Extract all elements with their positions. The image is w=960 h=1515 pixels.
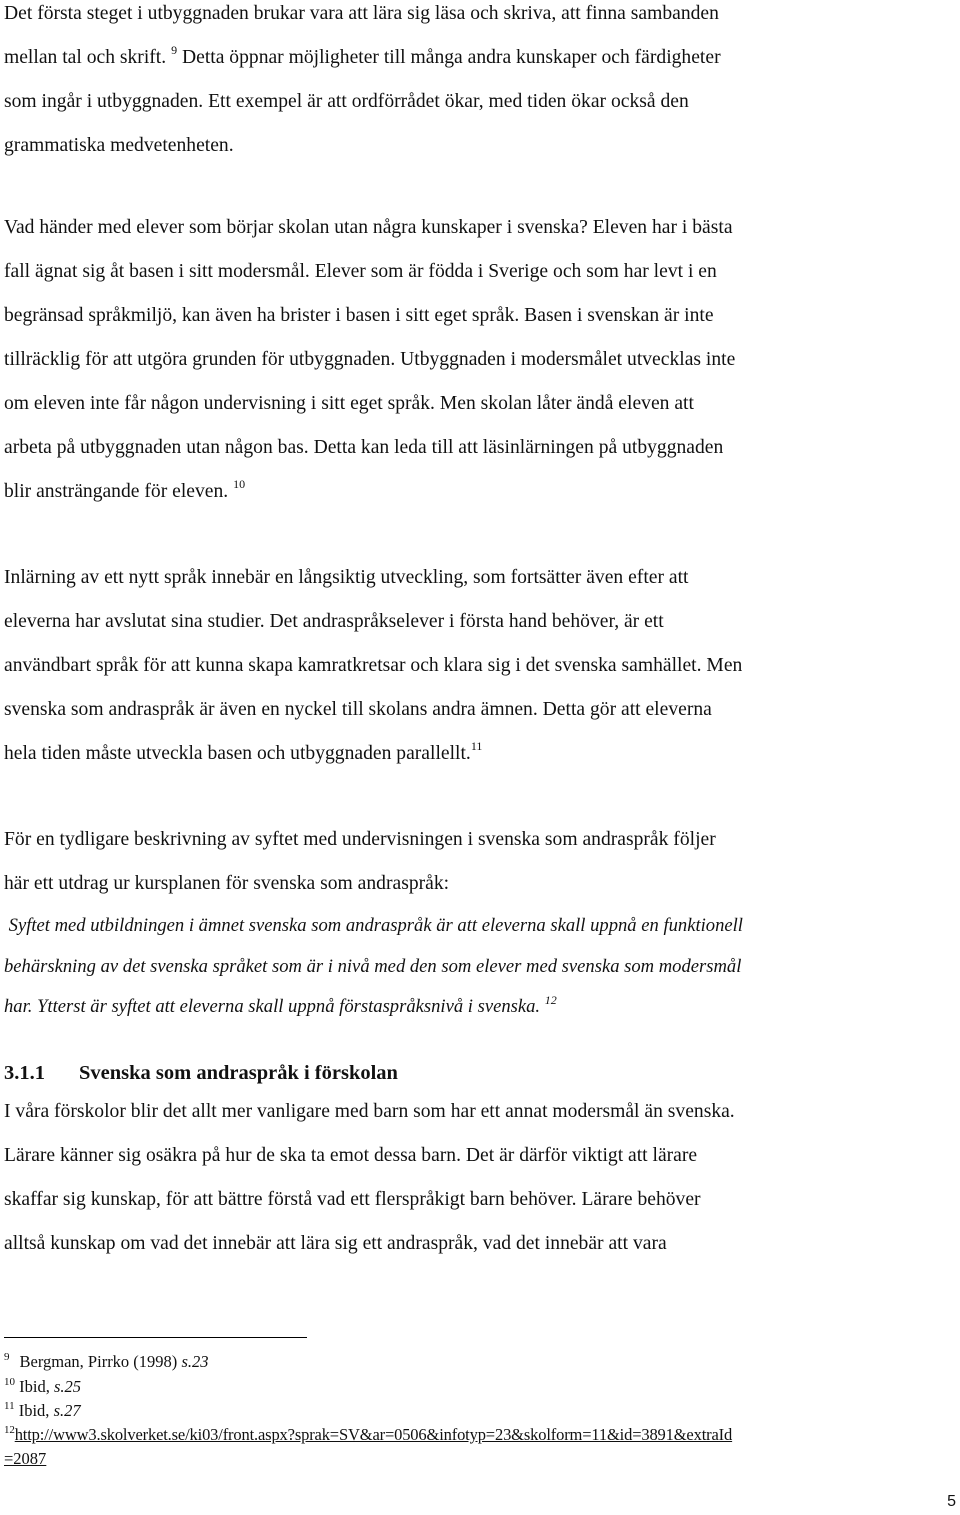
footnote-ref-9[interactable]: 9 xyxy=(171,43,178,57)
footnote-12 xyxy=(4,1423,954,1447)
section-paragraph xyxy=(4,1090,954,1266)
quote-line-1: Syftet med utbildningen i ämnet svenska som andraspråk är att eleverna skall uppnå en funktionell xyxy=(4,915,743,936)
footnote-10-page: s.25 xyxy=(53,1377,82,1396)
quote-line-3 xyxy=(4,987,954,1028)
footnote-9-page: s.23 xyxy=(181,1352,209,1371)
paragraph-3 xyxy=(4,556,954,776)
curriculum-quote xyxy=(4,906,954,1028)
footnote-12-link-continuation[interactable]: =2087 xyxy=(4,1449,47,1468)
paragraph-1-line-3: som ingår i utbyggnaden. Ett exempel är att ordförrådet ökar, med tiden ökar också den xyxy=(4,91,689,112)
paragraph-2-line-1: Vad händer med elever som börjar skolan utan några kunskaper i svenska? Eleven har i bästa xyxy=(4,217,733,238)
page-number: 5 xyxy=(947,1493,956,1510)
paragraph-1-line-2a: mellan tal och skrift. xyxy=(4,47,167,68)
footnote-mark-11: 11 xyxy=(4,1400,15,1412)
paragraph-2-line-6: arbeta på utbyggnaden utan någon bas. Detta kan leda till att läsinlärningen på utbyggnaden xyxy=(4,437,724,458)
footnote-mark-10: 10 xyxy=(4,1376,15,1388)
footnote-mark-12: 12 xyxy=(4,1424,15,1436)
paragraph-1-line-1: Det första steget i utbyggnaden brukar vara att lära sig läsa och skriva, att finna sambanden xyxy=(4,3,719,24)
paragraph-4 xyxy=(4,818,954,906)
footnote-12-link[interactable]: http://www3.skolverket.se/ki03/front.aspx?sprak=SV&ar=0506&infotyp=23&skolform=11&id=3891&extraId xyxy=(14,1425,733,1444)
paragraph-3-line-3: användbart språk för att kunna skapa kamratkretsar och klara sig i det svenska samhället. Men xyxy=(4,655,743,676)
paragraph-2-line-2: fall ägnat sig åt basen i sitt modersmål. Elever som är födda i Sverige och som har levt i en xyxy=(4,261,717,282)
paragraph-1-line-2b: Detta öppnar möjligheter till många andra kunskaper och färdigheter xyxy=(181,47,721,68)
quote-line-3-text: har. Ytterst är syftet att eleverna skall uppnå förstaspråksnivå i svenska. xyxy=(4,996,541,1017)
footnote-10 xyxy=(4,1375,954,1399)
footnote-ref-12[interactable]: 12 xyxy=(544,993,557,1007)
paragraph-4-line-1: För en tydligare beskrivning av syftet med undervisningen i svenska som andraspråk följer xyxy=(4,829,716,850)
paragraph-2-line-4: tillräcklig för att utgöra grunden för utbyggnaden. Utbyggnaden i modersmålet utvecklas inte xyxy=(4,349,736,370)
footnote-10-text: Ibid, xyxy=(19,1377,50,1396)
section-line-3: skaffar sig kunskap, för att bättre förstå vad ett flerspråkigt barn behöver. Lärare behöver xyxy=(4,1189,701,1210)
footnote-separator xyxy=(4,1337,307,1338)
paragraph-1-line-2 xyxy=(4,36,954,80)
footnote-12-continuation xyxy=(4,1447,954,1471)
footnote-mark-9: 9 xyxy=(4,1351,10,1363)
quote-line-2: behärskning av det svenska språket som är i nivå med den som elever med svenska som modersmål xyxy=(4,955,742,977)
paragraph-2-line-3: begränsad språkmiljö, kan även ha brister i basen i sitt eget språk. Basen i svenskan är inte xyxy=(4,305,714,326)
section-line-2: Lärare känner sig osäkra på hur de ska ta emot dessa barn. Det är därför viktigt att lärare xyxy=(4,1145,698,1166)
paragraph-3-line-1: Inlärning av ett nytt språk innebär en långsiktig utveckling, som fortsätter även efter att xyxy=(4,567,689,588)
section-number: 3.1.1 xyxy=(4,1062,45,1084)
paragraph-3-line-2: eleverna har avslutat sina studier. Det andraspråkselever i första hand behöver, är ett xyxy=(4,611,664,632)
paragraph-2 xyxy=(4,206,954,514)
footnote-ref-11[interactable]: 11 xyxy=(470,739,483,753)
footnote-9-text: Bergman, Pirrko (1998) xyxy=(19,1352,178,1371)
section-line-4: alltså kunskap om vad det innebär att lära sig ett andraspråk, vad det innebär att vara xyxy=(4,1233,667,1254)
paragraph-1 xyxy=(4,0,954,168)
footnote-ref-10[interactable]: 10 xyxy=(233,477,246,491)
paragraph-3-line-5-text: hela tiden måste utveckla basen och utbyggnaden parallellt. xyxy=(4,743,471,764)
paragraph-2-line-7 xyxy=(4,470,954,514)
footnote-11-text: Ibid, xyxy=(18,1401,50,1420)
paragraph-1-line-4: grammatiska medvetenheten. xyxy=(4,135,234,156)
paragraph-3-line-5 xyxy=(4,732,954,776)
footnote-11-page: s.27 xyxy=(53,1401,81,1420)
section-title: Svenska som andraspråk i förskolan xyxy=(79,1062,398,1084)
paragraph-2-line-5: om eleven inte får någon undervisning i sitt eget språk. Men skolan låter ändå eleven att xyxy=(4,393,694,414)
section-heading xyxy=(4,1058,398,1088)
paragraph-3-line-4: svenska som andraspråk är även en nyckel till skolans andra ämnen. Detta gör att eleverna xyxy=(4,699,712,720)
footnote-11 xyxy=(4,1399,954,1423)
paragraph-4-line-2: här ett utdrag ur kursplanen för svenska som andraspråk: xyxy=(4,873,450,894)
paragraph-2-line-7-text: blir ansträngande för eleven. xyxy=(4,481,229,502)
section-line-1: I våra förskolor blir det allt mer vanligare med barn som har ett annat modersmål än svenska. xyxy=(4,1101,735,1122)
footnote-9 xyxy=(4,1350,954,1374)
